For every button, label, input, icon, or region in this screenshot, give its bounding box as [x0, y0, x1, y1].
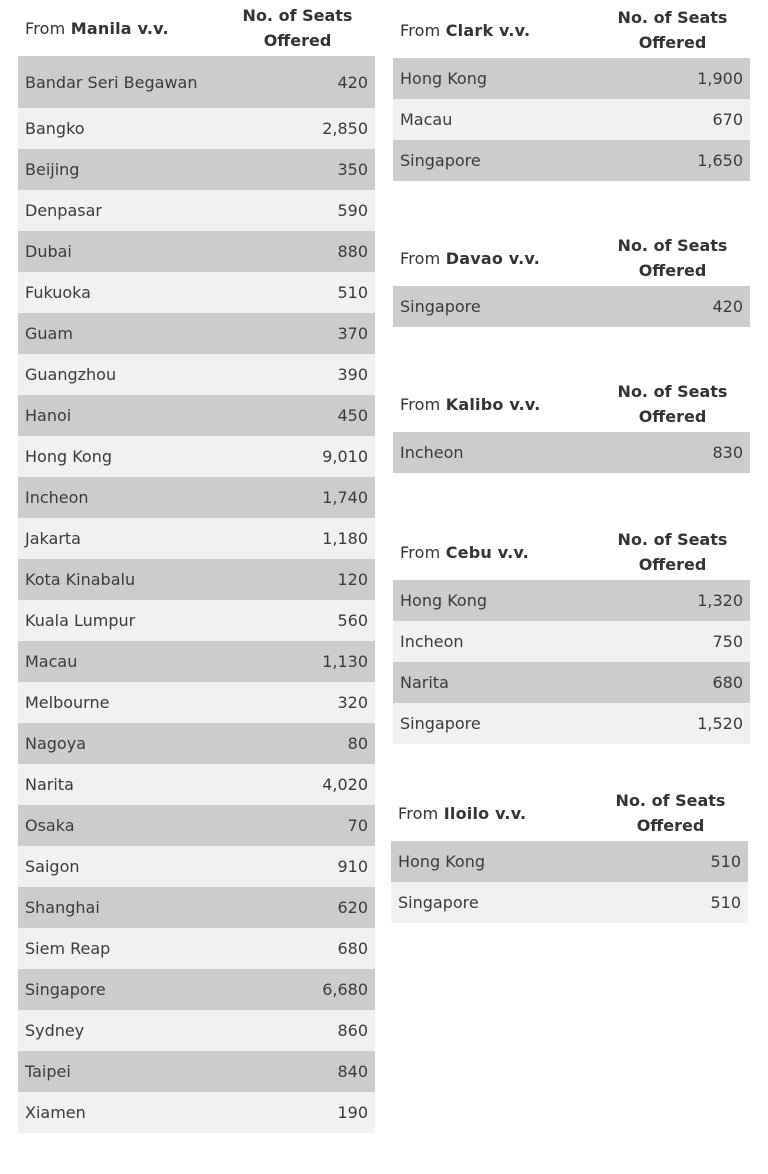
- origin-prefix: From: [398, 803, 444, 823]
- table-row: [18, 149, 375, 190]
- seats-header: No. of Seats Offered: [617, 8, 728, 52]
- seats-header: No. of Seats Offered: [617, 382, 728, 426]
- destination-cell: Singapore: [393, 703, 595, 744]
- table-row: [18, 477, 375, 518]
- seats-cell: 6,680: [220, 969, 375, 1010]
- header-row: [393, 376, 750, 432]
- seats-cell: 510: [593, 882, 748, 923]
- destination-cell: Denpasar: [18, 190, 220, 231]
- origin-header: [393, 376, 595, 432]
- table-row: [18, 846, 375, 887]
- table-row: [18, 231, 375, 272]
- table-row: [18, 1092, 375, 1133]
- destination-cell: Taipei: [18, 1051, 220, 1092]
- table-clark: [393, 2, 750, 181]
- header-row: [393, 230, 750, 286]
- seats-cell: 1,520: [595, 703, 750, 744]
- seats-cell: 590: [220, 190, 375, 231]
- seats-cell: 1,180: [220, 518, 375, 559]
- table-row: [18, 559, 375, 600]
- seats-cell: 4,020: [220, 764, 375, 805]
- seats-cell: 420: [220, 56, 375, 108]
- seats-cell: 320: [220, 682, 375, 723]
- seats-cell: 350: [220, 149, 375, 190]
- table-row: [18, 436, 375, 477]
- table-manila: [18, 0, 375, 1133]
- table-row: [18, 1051, 375, 1092]
- origin-header: [18, 0, 220, 56]
- origin-header: [391, 785, 593, 841]
- origin-prefix: From: [400, 542, 446, 562]
- table-row: [393, 58, 750, 99]
- table-row: [393, 580, 750, 621]
- destination-cell: Bandar Seri Begawan: [18, 56, 220, 108]
- destination-cell: Xiamen: [18, 1092, 220, 1133]
- table-row: [393, 99, 750, 140]
- seats-header: No. of Seats Offered: [242, 6, 353, 50]
- seats-cell: 70: [220, 805, 375, 846]
- table-row: [18, 682, 375, 723]
- destination-cell: Incheon: [393, 621, 595, 662]
- table-row: [18, 272, 375, 313]
- origin-city: Clark v.v.: [445, 20, 531, 40]
- destination-cell: Kota Kinabalu: [18, 559, 220, 600]
- seats-cell: 2,850: [220, 108, 375, 149]
- destination-cell: Dubai: [18, 231, 220, 272]
- seats-cell: 830: [595, 432, 750, 473]
- seats-cell: 880: [220, 231, 375, 272]
- header-row: [393, 524, 750, 580]
- table-row: [18, 805, 375, 846]
- seats-header: No. of Seats Offered: [617, 530, 728, 574]
- seats-header: No. of Seats Offered: [617, 236, 728, 280]
- origin-prefix: From: [400, 20, 446, 40]
- destination-cell: Hanoi: [18, 395, 220, 436]
- table-row: [391, 882, 748, 923]
- table-row: [393, 432, 750, 473]
- seats-cell: 750: [595, 621, 750, 662]
- destination-cell: Singapore: [18, 969, 220, 1010]
- table-row: [391, 841, 748, 882]
- table-row: [393, 703, 750, 744]
- destination-cell: Narita: [393, 662, 595, 703]
- seats-cell: 420: [595, 286, 750, 327]
- seats-cell: 1,740: [220, 477, 375, 518]
- seats-cell: 370: [220, 313, 375, 354]
- seats-cell: 840: [220, 1051, 375, 1092]
- origin-prefix: From: [400, 248, 446, 268]
- seats-cell: 9,010: [220, 436, 375, 477]
- table-row: [18, 764, 375, 805]
- header-row: [391, 785, 748, 841]
- destination-cell: Sydney: [18, 1010, 220, 1051]
- origin-prefix: From: [400, 394, 446, 414]
- destination-cell: Singapore: [391, 882, 593, 923]
- header-row: [18, 0, 375, 56]
- destination-cell: Incheon: [18, 477, 220, 518]
- destination-cell: Incheon: [393, 432, 595, 473]
- seats-header: No. of Seats Offered: [615, 791, 726, 835]
- origin-header: [393, 524, 595, 580]
- seats-cell: 80: [220, 723, 375, 764]
- table-row: [18, 723, 375, 764]
- origin-city: Kalibo v.v.: [445, 394, 541, 414]
- table-row: [393, 662, 750, 703]
- destination-cell: Macau: [393, 99, 595, 140]
- seats-cell: 510: [220, 272, 375, 313]
- seats-cell: 670: [595, 99, 750, 140]
- destination-cell: Narita: [18, 764, 220, 805]
- table-row: [18, 313, 375, 354]
- table-row: [18, 395, 375, 436]
- origin-header: [393, 2, 595, 58]
- table-kalibo: [393, 376, 750, 473]
- seats-cell: 620: [220, 887, 375, 928]
- destination-cell: Nagoya: [18, 723, 220, 764]
- origin-city: Cebu v.v.: [445, 542, 529, 562]
- destination-cell: Guam: [18, 313, 220, 354]
- destination-cell: Hong Kong: [393, 580, 595, 621]
- destination-cell: Osaka: [18, 805, 220, 846]
- origin-prefix: From: [25, 18, 71, 38]
- destination-cell: Bangko: [18, 108, 220, 149]
- table-cebu: [393, 524, 750, 744]
- seats-cell: 1,900: [595, 58, 750, 99]
- origin-city: Davao v.v.: [445, 248, 541, 268]
- table-row: [18, 600, 375, 641]
- destination-cell: Kuala Lumpur: [18, 600, 220, 641]
- destination-cell: Singapore: [393, 140, 595, 181]
- seats-cell: 1,130: [220, 641, 375, 682]
- seats-cell: 1,320: [595, 580, 750, 621]
- seats-cell: 510: [593, 841, 748, 882]
- destination-cell: Hong Kong: [391, 841, 593, 882]
- seats-cell: 910: [220, 846, 375, 887]
- destination-cell: Guangzhou: [18, 354, 220, 395]
- table-row: [393, 140, 750, 181]
- destination-cell: Macau: [18, 641, 220, 682]
- destination-cell: Melbourne: [18, 682, 220, 723]
- table-row: [18, 56, 375, 108]
- destination-cell: Saigon: [18, 846, 220, 887]
- seats-cell: 450: [220, 395, 375, 436]
- table-row: [393, 621, 750, 662]
- seats-cell: 680: [220, 928, 375, 969]
- table-row: [393, 286, 750, 327]
- origin-header: [393, 230, 595, 286]
- destination-cell: Siem Reap: [18, 928, 220, 969]
- table-row: [18, 641, 375, 682]
- table-iloilo: [391, 785, 748, 923]
- table-row: [18, 887, 375, 928]
- seats-cell: 120: [220, 559, 375, 600]
- header-row: [393, 2, 750, 58]
- table-row: [18, 354, 375, 395]
- table-row: [18, 108, 375, 149]
- table-row: [18, 518, 375, 559]
- destination-cell: Beijing: [18, 149, 220, 190]
- table-row: [18, 969, 375, 1010]
- table-row: [18, 190, 375, 231]
- destination-cell: Fukuoka: [18, 272, 220, 313]
- destination-cell: Jakarta: [18, 518, 220, 559]
- seats-cell: 390: [220, 354, 375, 395]
- table-row: [18, 1010, 375, 1051]
- seats-cell: 680: [595, 662, 750, 703]
- table-davao: [393, 230, 750, 327]
- origin-city: Iloilo v.v.: [443, 803, 527, 823]
- destination-cell: Shanghai: [18, 887, 220, 928]
- seats-cell: 560: [220, 600, 375, 641]
- origin-city: Manila v.v.: [70, 18, 169, 38]
- seats-cell: 860: [220, 1010, 375, 1051]
- destination-cell: Hong Kong: [18, 436, 220, 477]
- seats-cell: 1,650: [595, 140, 750, 181]
- table-row: [18, 928, 375, 969]
- destination-cell: Hong Kong: [393, 58, 595, 99]
- seats-cell: 190: [220, 1092, 375, 1133]
- destination-cell: Singapore: [393, 286, 595, 327]
